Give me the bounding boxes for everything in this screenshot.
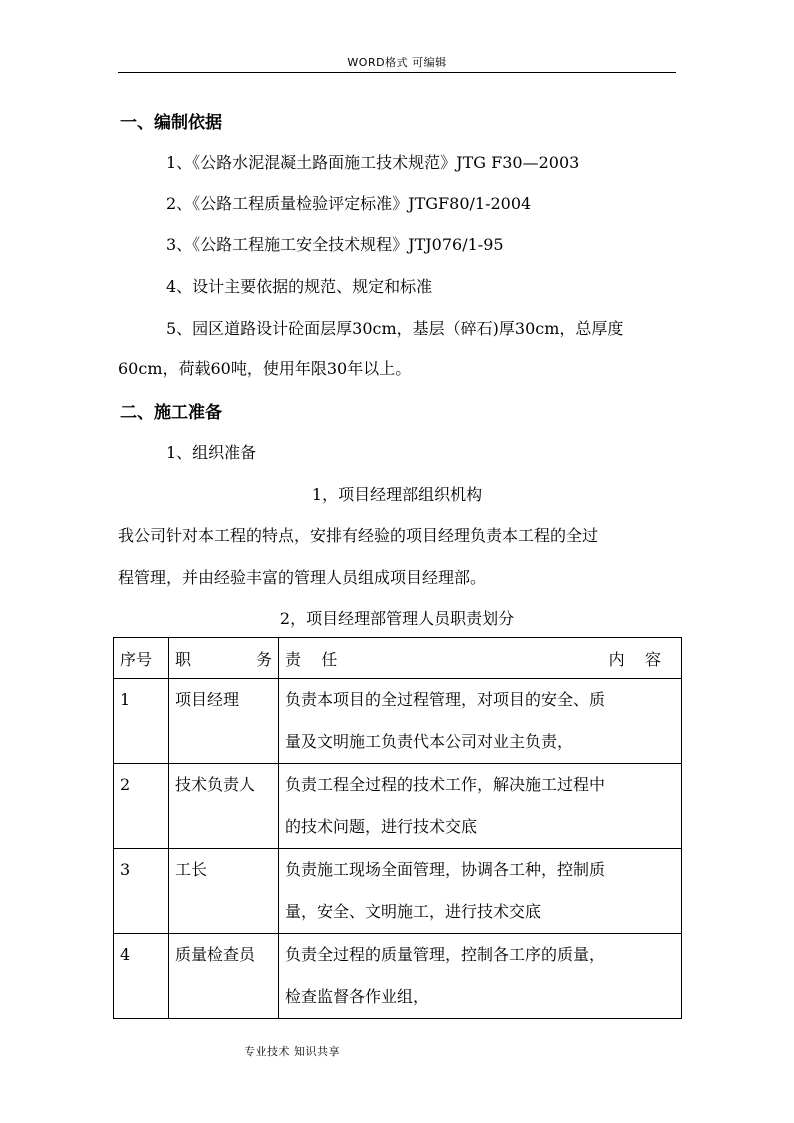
cell-duty-line-2: 的技术问题，进行技术交底 [285,817,478,836]
sub-heading-structure: 1，项目经理部组织机构 [311,485,483,504]
cell-duty [279,764,682,849]
header-duty-right [609,647,661,670]
table-row [114,679,682,764]
basis-item-5-continued: 60cm，荷载60吨，使用年限30年以上。 [118,359,412,378]
header-duty [279,638,682,679]
header-rule [118,72,676,73]
table-row [114,764,682,849]
cell-duty [279,934,682,1019]
cell-duty-line-1: 负责全过程的质量管理，控制各工序的质量， [285,945,606,964]
table-row [114,849,682,934]
header-duty-char-1: 责 [285,649,302,669]
cell-duty [279,679,682,764]
section-heading-preparation: 二、施工准备 [120,403,222,423]
cell-role: 技术负责人 [169,764,279,849]
page-footer: 专业技术 知识共享 [244,1045,340,1058]
section-heading-basis: 一、编制依据 [120,113,222,133]
header-duty-char-4: 容 [644,649,661,669]
cell-no: 4 [114,934,169,1019]
basis-item-4: 4、设计主要依据的规范、规定和标准 [166,277,433,296]
basis-item-3: 3、《公路工程施工安全技术规程》JTJ076/1-95 [166,235,504,254]
paragraph-line-2: 程管理，并由经验丰富的管理人员组成项目经理部。 [118,568,487,587]
header-role [169,638,279,679]
basis-item-1: 1、《公路水泥混凝土路面施工技术规范》JTG F30—2003 [166,153,580,172]
basis-item-5: 5、园区道路设计砼面层厚30cm，基层（碎石)厚30cm，总厚度 [166,319,624,338]
page-header: WORD格式 可编辑 [347,56,447,69]
cell-role: 项目经理 [169,679,279,764]
sub-heading-organization: 1、组织准备 [166,443,257,462]
cell-no: 2 [114,764,169,849]
duties-table [113,637,682,1019]
paragraph-line-1: 我公司针对本工程的特点，安排有经验的项目经理负责本工程的全过 [118,526,599,545]
basis-item-2: 2、《公路工程质量检验评定标准》JTGF80/1-2004 [166,194,532,213]
cell-duty-line-1: 负责本项目的全过程管理，对项目的安全、质 [285,690,606,709]
header-no: 序号 [114,638,169,679]
cell-duty-line-2: 量，安全、文明施工，进行技术交底 [285,902,542,921]
cell-no: 1 [114,679,169,764]
cell-duty-line-1: 负责施工现场全面管理，协调各工种，控制质 [285,860,606,879]
cell-duty-line-2: 量及文明施工负责代本公司对业主负责， [285,732,574,751]
table-row [114,934,682,1019]
header-role-char-1: 职 [175,649,192,669]
cell-no: 3 [114,849,169,934]
header-duty-char-2: 任 [321,649,338,669]
header-duty-char-3: 内 [608,649,625,669]
table-header-row [114,638,682,679]
cell-duty [279,849,682,934]
cell-role: 工长 [169,849,279,934]
header-role-char-2: 务 [255,649,272,669]
header-duty-left [285,647,337,670]
cell-duty-line-1: 负责工程全过程的技术工作，解决施工过程中 [285,775,606,794]
table-caption: 2，项目经理部管理人员职责划分 [279,609,515,628]
cell-duty-line-2: 检查监督各作业组， [285,987,430,1006]
cell-role: 质量检查员 [169,934,279,1019]
